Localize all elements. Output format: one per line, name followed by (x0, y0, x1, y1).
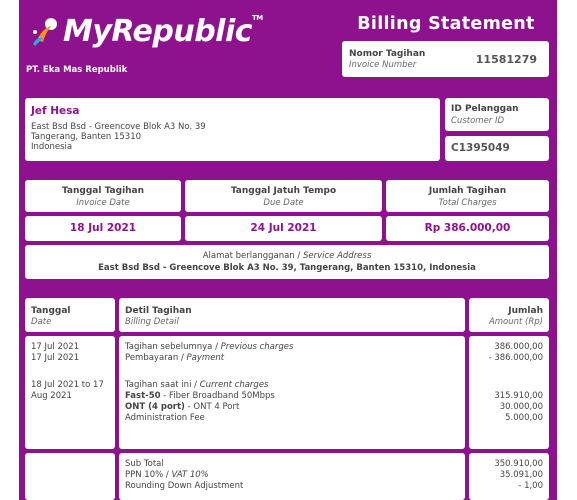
customer-name: Jef Hesa (31, 105, 80, 117)
col-detail-header (119, 298, 465, 332)
billing-statement-sheet (19, 0, 557, 500)
col-amount-label-en: Amount (Rp) (488, 317, 543, 327)
customer-id-label: ID Pelanggan (451, 104, 519, 114)
invoice-date-value: 18 Jul 2021 (69, 222, 137, 234)
col-amount-header (469, 298, 549, 332)
customer-address-line1: East Bsd Bsd - Greencove Blok A3 No. 39 (31, 122, 206, 132)
total-label-box (386, 180, 549, 212)
date-current-period-line1: 18 Jul 2021 to 17 (31, 380, 104, 390)
due-date-label-box (185, 180, 382, 212)
col-amount-label: Jumlah (508, 306, 543, 316)
vat-label: PPN 10% / VAT 10% (125, 470, 209, 480)
due-date-value-box (185, 216, 382, 241)
date-previous: 17 Jul 2021 (31, 342, 80, 352)
col-date-header (25, 298, 115, 332)
customer-id-label-en: Customer ID (451, 116, 505, 126)
col-detail-label: Detil Tagihan (125, 306, 192, 316)
total-label: Jumlah Tagihan (428, 186, 507, 196)
date-payment: 17 Jul 2021 (31, 353, 80, 363)
fast50-amount: 315.910,00 (494, 391, 543, 401)
invoice-date-label-en: Invoice Date (76, 198, 130, 208)
rounding-label: Rounding Down Adjustment (125, 481, 244, 491)
item-fast50: Fast-50 - Fiber Broadband 50Mbps (125, 391, 275, 401)
col-detail-body (119, 336, 465, 449)
col-date-label: Tanggal (31, 306, 71, 316)
service-address-label: Alamat berlangganan / Service Address (202, 251, 372, 261)
due-date-label: Tanggal Jatuh Tempo (230, 186, 337, 196)
payment-amount: - 386.000,00 (488, 353, 543, 363)
invoice-date-label: Tanggal Tagihan (61, 186, 145, 196)
ont-amount: 30.000,00 (499, 402, 543, 412)
totals-label-cell (119, 453, 465, 500)
subtotal-amount: 350.910,00 (494, 459, 543, 469)
customer-address-line2: Tangerang, Banten 15310 (31, 132, 142, 142)
customer-id-box (445, 136, 549, 161)
invoice-date-label-box (25, 180, 181, 212)
totals-amount-cell (469, 453, 549, 500)
item-admin-fee: Administration Fee (125, 413, 205, 423)
total-label-en: Total Charges (438, 198, 497, 208)
due-date-value: 24 Jul 2021 (250, 222, 317, 234)
vat-amount: 35.091,00 (499, 470, 543, 480)
invoice-number-value: 11581279 (475, 53, 537, 66)
document-title: Billing Statement (357, 14, 535, 34)
col-date-label-en: Date (31, 317, 52, 327)
invoice-date-value-box (25, 216, 181, 241)
company-name: PT. Eka Mas Republik (26, 65, 128, 75)
previous-charges-amount: 386.000,00 (494, 342, 543, 352)
customer-id-label-box (445, 98, 549, 131)
item-ont: ONT (4 port) - ONT 4 Port (125, 402, 240, 412)
previous-charges-label: Tagihan sebelumnya / Previous charges (125, 342, 294, 352)
invoice-number-label: Nomor Tagihan (349, 49, 426, 59)
logo-mark-icon (29, 14, 63, 48)
logo-wordmark: MyRepublic™ (63, 14, 263, 49)
current-charges-label: Tagihan saat ini / Current charges (125, 380, 269, 390)
customer-box (25, 98, 440, 161)
rounding-amount: - 1,00 (518, 481, 543, 491)
customer-address-line3: Indonesia (31, 142, 73, 152)
col-amount-body (469, 336, 549, 449)
total-value-box (386, 216, 549, 241)
col-detail-label-en: Billing Detail (125, 317, 179, 327)
due-date-label-en: Due Date (263, 198, 304, 208)
date-current-period-line2: Aug 2021 (31, 391, 72, 401)
service-address-box (25, 245, 549, 279)
totals-date-cell (25, 453, 115, 500)
total-value: Rp 386.000,00 (424, 222, 511, 234)
payment-label: Pembayaran / Payment (125, 353, 225, 363)
subtotal-label: Sub Total (125, 459, 164, 469)
invoice-number-box (342, 41, 549, 77)
col-date-body (25, 336, 115, 449)
invoice-number-label-en: Invoice Number (349, 60, 417, 70)
customer-id-value: C1395049 (451, 142, 510, 154)
service-address-value: East Bsd Bsd - Greencove Blok A3 No. 39, Tangerang, Banten 15310, Indonesia (98, 263, 476, 273)
admin-fee-amount: 5.000,00 (505, 413, 543, 423)
myrepublic-logo (29, 8, 263, 58)
